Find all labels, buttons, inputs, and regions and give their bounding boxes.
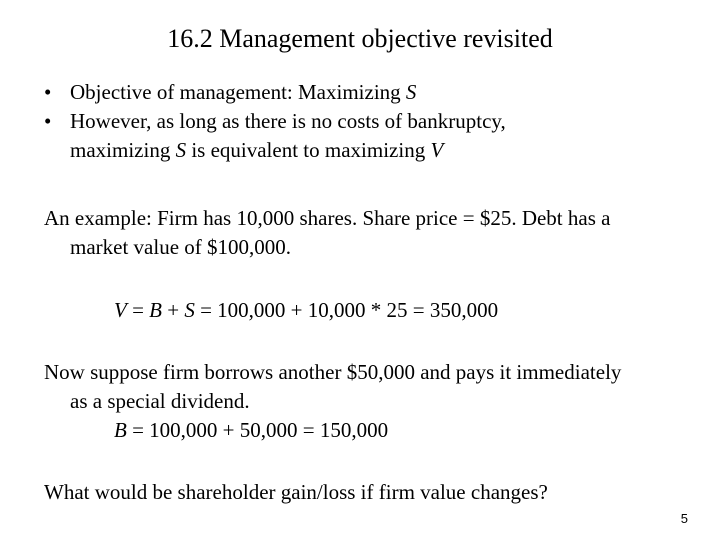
equation-debt bbox=[114, 416, 388, 445]
equation-rest: = 100,000 + 50,000 = 150,000 bbox=[126, 418, 389, 442]
bullet-icon: • bbox=[44, 109, 52, 133]
variable-v: V bbox=[430, 138, 444, 162]
bullet-line-1: However, as long as there is no costs of bankruptcy, bbox=[70, 109, 506, 133]
bullet-line-2-b: is equivalent to maximizing bbox=[186, 138, 431, 162]
example-line-2: market value of $100,000. bbox=[70, 235, 292, 259]
page-number: 5 bbox=[680, 511, 688, 526]
variable-s: S bbox=[184, 298, 195, 322]
variable-v: V bbox=[114, 298, 127, 322]
variable-s: S bbox=[405, 80, 417, 104]
bullet-item bbox=[44, 78, 684, 107]
equation-equals: = bbox=[126, 298, 150, 322]
bullet-text bbox=[70, 107, 684, 165]
question-text: What would be shareholder gain/loss if firm value changes? bbox=[44, 480, 548, 504]
variable-b: B bbox=[149, 298, 162, 322]
bullet-icon: • bbox=[44, 80, 52, 104]
bullet-lead-text: Objective of management: Maximizing bbox=[70, 80, 406, 104]
example-line-1: An example: Firm has 10,000 shares. Share price = $25. Debt has a bbox=[44, 206, 611, 230]
bullet-item bbox=[44, 107, 684, 165]
variable-b: B bbox=[114, 418, 127, 442]
suppose-line-1: Now suppose firm borrows another $50,000 and pays it immediately bbox=[44, 360, 622, 384]
equation-firm-value bbox=[114, 296, 498, 325]
equation-plus: + bbox=[162, 298, 185, 322]
equation-rest: = 100,000 + 10,000 * 25 = 350,000 bbox=[194, 298, 499, 322]
slide-title: 16.2 Management objective revisited bbox=[167, 24, 553, 53]
variable-s: S bbox=[175, 138, 187, 162]
suppose-line-2: as a special dividend. bbox=[70, 389, 250, 413]
bullet-line-2-a: maximizing bbox=[70, 138, 176, 162]
suppose-paragraph bbox=[44, 358, 684, 416]
example-paragraph bbox=[44, 204, 684, 262]
bullet-line-2 bbox=[70, 138, 443, 162]
bullet-list bbox=[44, 78, 684, 165]
bullet-text bbox=[70, 78, 684, 107]
